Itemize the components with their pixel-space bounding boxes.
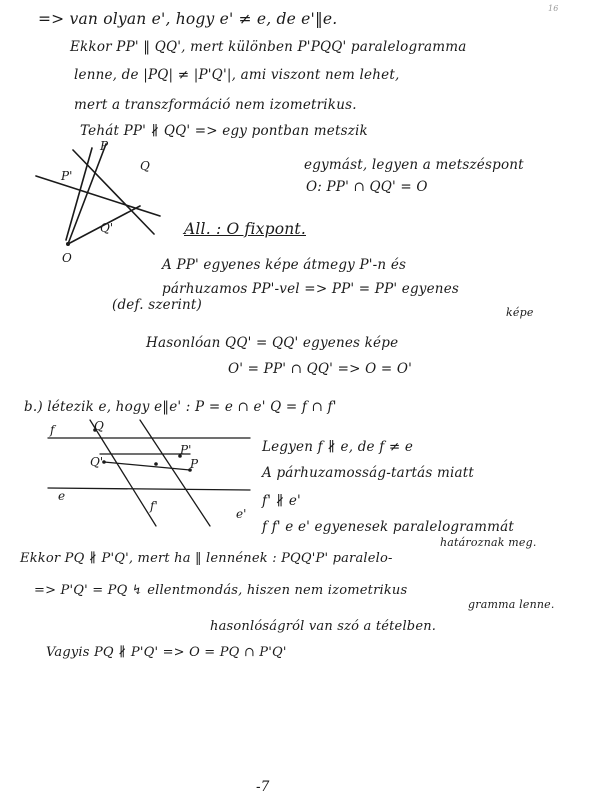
fig1-label-p-prime: P' [61, 169, 73, 183]
figure-transformation-lines [28, 136, 198, 266]
text-line: hasonlóságról van szó a tételben. [210, 619, 437, 634]
text-line: f f' e e' egyenesek paralelogrammát [262, 519, 515, 535]
corner-mark: 16 [548, 4, 559, 13]
fig2-label-f-prime: f' [150, 499, 158, 513]
text-line: Hasonlóan QQ' = QQ' egyenes képe [146, 335, 399, 351]
text-line: párhuzamos PP'-vel => PP' = PP' egyenes [162, 281, 460, 297]
text-line: => van olyan e', hogy e' ≠ e, de e'‖e. [38, 10, 338, 28]
text-line: Legyen f ∦ e, de f ≠ e [262, 439, 414, 455]
text-line: b.) létezik e, hogy e‖e' : P = e ∩ e' Q = f ∩ f' [24, 399, 337, 415]
fig2-label-q-prime: Q' [90, 455, 104, 469]
fig2-label-q: Q [94, 419, 104, 433]
page-number: -7 [256, 779, 270, 795]
text-line: lenne, de |PQ| ≠ |P'Q'|, ami viszont nem lehet, [74, 67, 400, 83]
text-line: O: PP' ∩ QQ' = O [306, 179, 428, 195]
statement-heading: All. : O fixpont. [184, 220, 306, 238]
text-line: Vagyis PQ ∦ P'Q' => O = PQ ∩ P'Q' [46, 645, 287, 660]
text-line: egymást, legyen a metszéspont [304, 157, 524, 173]
text-line: A PP' egyenes képe átmegy P'-n és [162, 257, 407, 273]
fig2-label-e: e [58, 489, 66, 503]
text-line: képe [506, 306, 534, 319]
fig1-label-p: P [100, 139, 109, 153]
fig2-label-e-prime: e' [236, 507, 247, 521]
text-line: Ekkor PP' ‖ QQ', mert különben P'PQQ' paralelogramma [70, 39, 467, 55]
text-line: f' ∦ e' [262, 493, 301, 509]
text-line: mert a transzformáció nem izometrikus. [74, 97, 357, 113]
figure-parallelogram [40, 418, 260, 528]
fig2-label-f: f [50, 423, 55, 437]
text-line: => P'Q' = PQ ↯ ellentmondás, hiszen nem izometrikus [34, 583, 408, 598]
text-line: Ekkor PQ ∦ P'Q', mert ha ‖ lennének : PQQ'P' paralelo- [20, 551, 393, 566]
text-line: határoznak meg. [440, 536, 537, 549]
fig1-label-q-prime: Q' [100, 221, 114, 235]
fig2-label-p: P [190, 457, 199, 471]
fig2-label-p-prime: P' [180, 443, 192, 457]
fig1-label-o: O [62, 251, 72, 265]
text-line: O' = PP' ∩ QQ' => O = O' [228, 361, 413, 377]
text-line: Tehát PP' ∦ QQ' => egy pontban metszik [80, 123, 368, 139]
text-line: gramma lenne. [468, 598, 555, 611]
text-line: A párhuzamosság-tartás miatt [262, 465, 475, 481]
text-line: (def. szerint) [112, 297, 202, 313]
fig1-label-q: Q [140, 159, 150, 173]
